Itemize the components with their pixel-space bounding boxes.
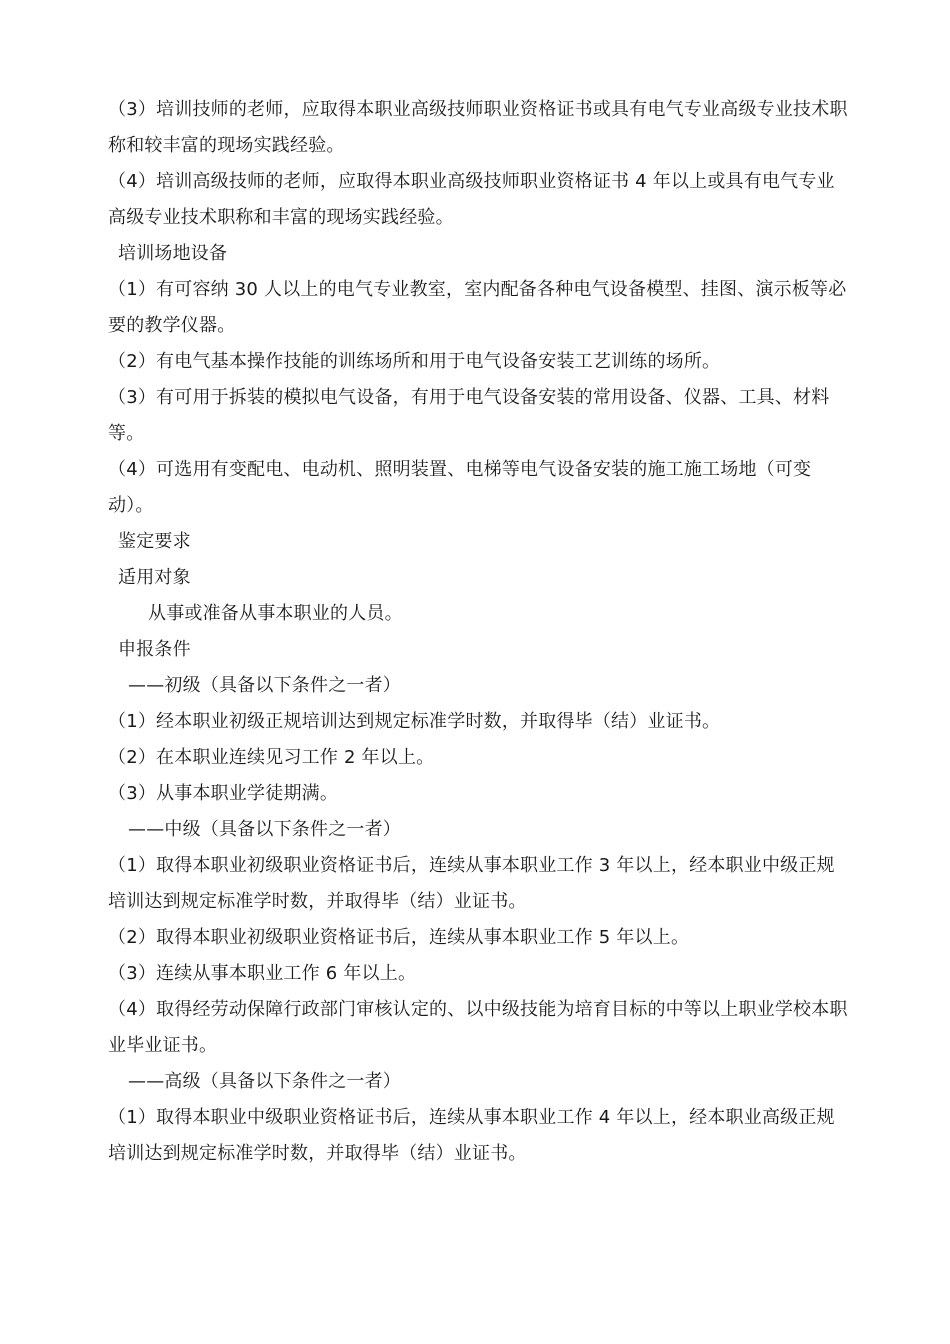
paragraph-senior-technician-teacher: （4）培训高级技师的老师，应取得本职业高级技师职业资格证书 4 年以上或具有电气专业高级专业技术职称和丰富的现场实践经验。 xyxy=(108,171,835,228)
heading-intermediate-level: ——中级（具备以下条件之一者） xyxy=(128,819,401,840)
paragraph-facility-3: （3）有可用于拆装的模拟电气设备，有用于电气设备安装的常用设备、仪器、工具、材料等。 xyxy=(108,387,830,444)
paragraph-technician-teacher: （3）培训技师的老师，应取得本职业高级技师职业资格证书或具有电气专业高级专业技术职称和较丰富的现场实践经验。 xyxy=(108,99,848,156)
paragraph-junior-2: （2）在本职业连续见习工作 2 年以上。 xyxy=(108,747,435,768)
paragraph-senior-1: （1）取得本职业中级职业资格证书后，连续从事本职业工作 4 年以上，经本职业高级正规培训达到规定标准学时数，并取得毕（结）业证书。 xyxy=(108,1107,835,1164)
heading-senior-level: ——高级（具备以下条件之一者） xyxy=(128,1071,401,1092)
paragraph-intermediate-4: （4）取得经劳动保障行政部门审核认定的、以中级技能为培育目标的中等以上职业学校本职业毕业证书。 xyxy=(108,999,848,1056)
heading-assessment-requirements: 鉴定要求 xyxy=(118,531,191,552)
heading-applicable-persons: 适用对象 xyxy=(118,567,191,588)
paragraph-applicable-persons: 从事或准备从事本职业的人员。 xyxy=(148,603,403,624)
paragraph-intermediate-3: （3）连续从事本职业工作 6 年以上。 xyxy=(108,963,417,984)
document-page xyxy=(108,92,850,1172)
heading-junior-level: ——初级（具备以下条件之一者） xyxy=(128,675,401,696)
heading-training-facilities: 培训场地设备 xyxy=(118,243,228,264)
paragraph-intermediate-1: （1）取得本职业初级职业资格证书后，连续从事本职业工作 3 年以上，经本职业中级正规培训达到规定标准学时数，并取得毕（结）业证书。 xyxy=(108,855,835,912)
paragraph-junior-1: （1）经本职业初级正规培训达到规定标准学时数，并取得毕（结）业证书。 xyxy=(108,711,721,732)
paragraph-facility-1: （1）有可容纳 30 人以上的电气专业教室，室内配备各种电气设备模型、挂图、演示板等必要的教学仪器。 xyxy=(108,279,847,336)
paragraph-junior-3: （3）从事本职业学徒期满。 xyxy=(108,783,339,804)
paragraph-facility-2: （2）有电气基本操作技能的训练场所和用于电气设备安装工艺训练的场所。 xyxy=(108,351,721,372)
paragraph-facility-4: （4）可选用有变配电、电动机、照明装置、电梯等电气设备安装的施工施工场地（可变动）。 xyxy=(108,459,812,516)
heading-application-conditions: 申报条件 xyxy=(118,639,191,660)
paragraph-intermediate-2: （2）取得本职业初级职业资格证书后，连续从事本职业工作 5 年以上。 xyxy=(108,927,690,948)
